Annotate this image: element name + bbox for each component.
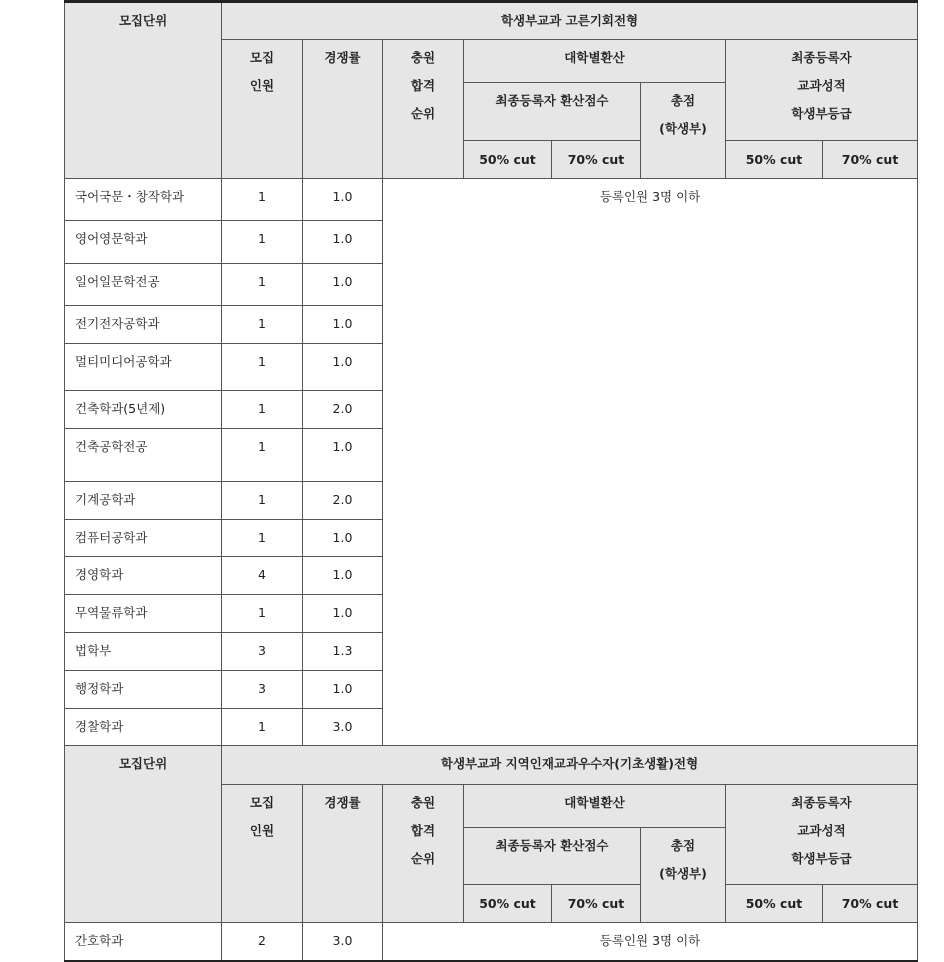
recruit-count: 2 xyxy=(222,923,303,961)
department-name: 행정학과 xyxy=(65,671,222,709)
section-title: 학생부교과 고른기회전형 xyxy=(222,2,918,40)
header-competition: 경쟁률 xyxy=(303,785,383,923)
header-recruit: 모집 인원 xyxy=(222,40,303,179)
header-waitlist: 충원 합격 순위 xyxy=(383,40,464,179)
recruit-count: 1 xyxy=(222,520,303,557)
header-total: 총점 (학생부) xyxy=(641,83,726,179)
department-name: 멀티미디어공학과 xyxy=(65,344,222,391)
competition-rate: 2.0 xyxy=(303,482,383,520)
department-name: 국어국문・창작학과 xyxy=(65,179,222,221)
header-waitlist: 충원 합격 순위 xyxy=(383,785,464,923)
header-grade-cut70: 70% cut xyxy=(823,141,918,179)
department-name: 경찰학과 xyxy=(65,709,222,747)
header-grade-cut70: 70% cut xyxy=(823,885,918,923)
header-conv-cut70: 70% cut xyxy=(552,141,641,179)
competition-rate: 1.0 xyxy=(303,306,383,344)
competition-rate: 1.0 xyxy=(303,595,383,633)
recruit-count: 3 xyxy=(222,671,303,709)
header-final-conv-score: 최종등록자 환산점수 xyxy=(464,828,641,885)
recruit-count: 1 xyxy=(222,391,303,429)
department-name: 법학부 xyxy=(65,633,222,671)
recruit-count: 1 xyxy=(222,429,303,482)
recruit-count: 1 xyxy=(222,306,303,344)
section-title: 학생부교과 지역인재교과우수자(기초생활)전형 xyxy=(222,746,918,785)
header-total: 총점 (학생부) xyxy=(641,828,726,923)
header-recruit: 모집 인원 xyxy=(222,785,303,923)
department-name: 영어영문학과 xyxy=(65,221,222,264)
competition-rate: 2.0 xyxy=(303,391,383,429)
header-unit: 모집단위 xyxy=(65,2,222,179)
department-name: 경영학과 xyxy=(65,557,222,595)
admission-table-goreun xyxy=(64,0,918,748)
header-conv-cut50: 50% cut xyxy=(464,141,552,179)
recruit-count: 1 xyxy=(222,221,303,264)
department-name: 일어일문학전공 xyxy=(65,264,222,306)
department-name: 전기전자공학과 xyxy=(65,306,222,344)
department-name: 건축공학전공 xyxy=(65,429,222,482)
competition-rate: 1.0 xyxy=(303,520,383,557)
header-grade-cut50: 50% cut xyxy=(726,141,823,179)
note-cell: 등록인원 3명 이하 xyxy=(383,179,918,747)
department-name: 기계공학과 xyxy=(65,482,222,520)
header-univ-conv: 대학별환산 xyxy=(464,785,726,828)
competition-rate: 1.0 xyxy=(303,344,383,391)
admission-table-regional xyxy=(64,745,918,962)
recruit-count: 1 xyxy=(222,344,303,391)
table-row xyxy=(65,179,918,221)
header-univ-conv: 대학별환산 xyxy=(464,40,726,83)
competition-rate: 1.0 xyxy=(303,221,383,264)
recruit-count: 4 xyxy=(222,557,303,595)
recruit-count: 1 xyxy=(222,264,303,306)
recruit-count: 1 xyxy=(222,179,303,221)
header-final-conv-score: 최종등록자 환산점수 xyxy=(464,83,641,141)
header-competition: 경쟁률 xyxy=(303,40,383,179)
header-final-grade: 최종등록자 교과성적 학생부등급 xyxy=(726,785,918,885)
header-unit: 모집단위 xyxy=(65,746,222,923)
recruit-count: 1 xyxy=(222,709,303,747)
recruit-count: 3 xyxy=(222,633,303,671)
competition-rate: 3.0 xyxy=(303,923,383,961)
competition-rate: 1.0 xyxy=(303,429,383,482)
competition-rate: 1.0 xyxy=(303,671,383,709)
table-row xyxy=(65,923,918,961)
competition-rate: 1.0 xyxy=(303,179,383,221)
note-cell: 등록인원 3명 이하 xyxy=(383,923,918,961)
competition-rate: 1.0 xyxy=(303,557,383,595)
department-name: 건축학과(5년제) xyxy=(65,391,222,429)
department-name: 컴퓨터공학과 xyxy=(65,520,222,557)
header-conv-cut50: 50% cut xyxy=(464,885,552,923)
competition-rate: 1.0 xyxy=(303,264,383,306)
competition-rate: 3.0 xyxy=(303,709,383,747)
competition-rate: 1.3 xyxy=(303,633,383,671)
department-name: 무역물류학과 xyxy=(65,595,222,633)
header-grade-cut50: 50% cut xyxy=(726,885,823,923)
header-final-grade: 최종등록자 교과성적 학생부등급 xyxy=(726,40,918,141)
recruit-count: 1 xyxy=(222,482,303,520)
department-name: 간호학과 xyxy=(65,923,222,961)
header-conv-cut70: 70% cut xyxy=(552,885,641,923)
recruit-count: 1 xyxy=(222,595,303,633)
